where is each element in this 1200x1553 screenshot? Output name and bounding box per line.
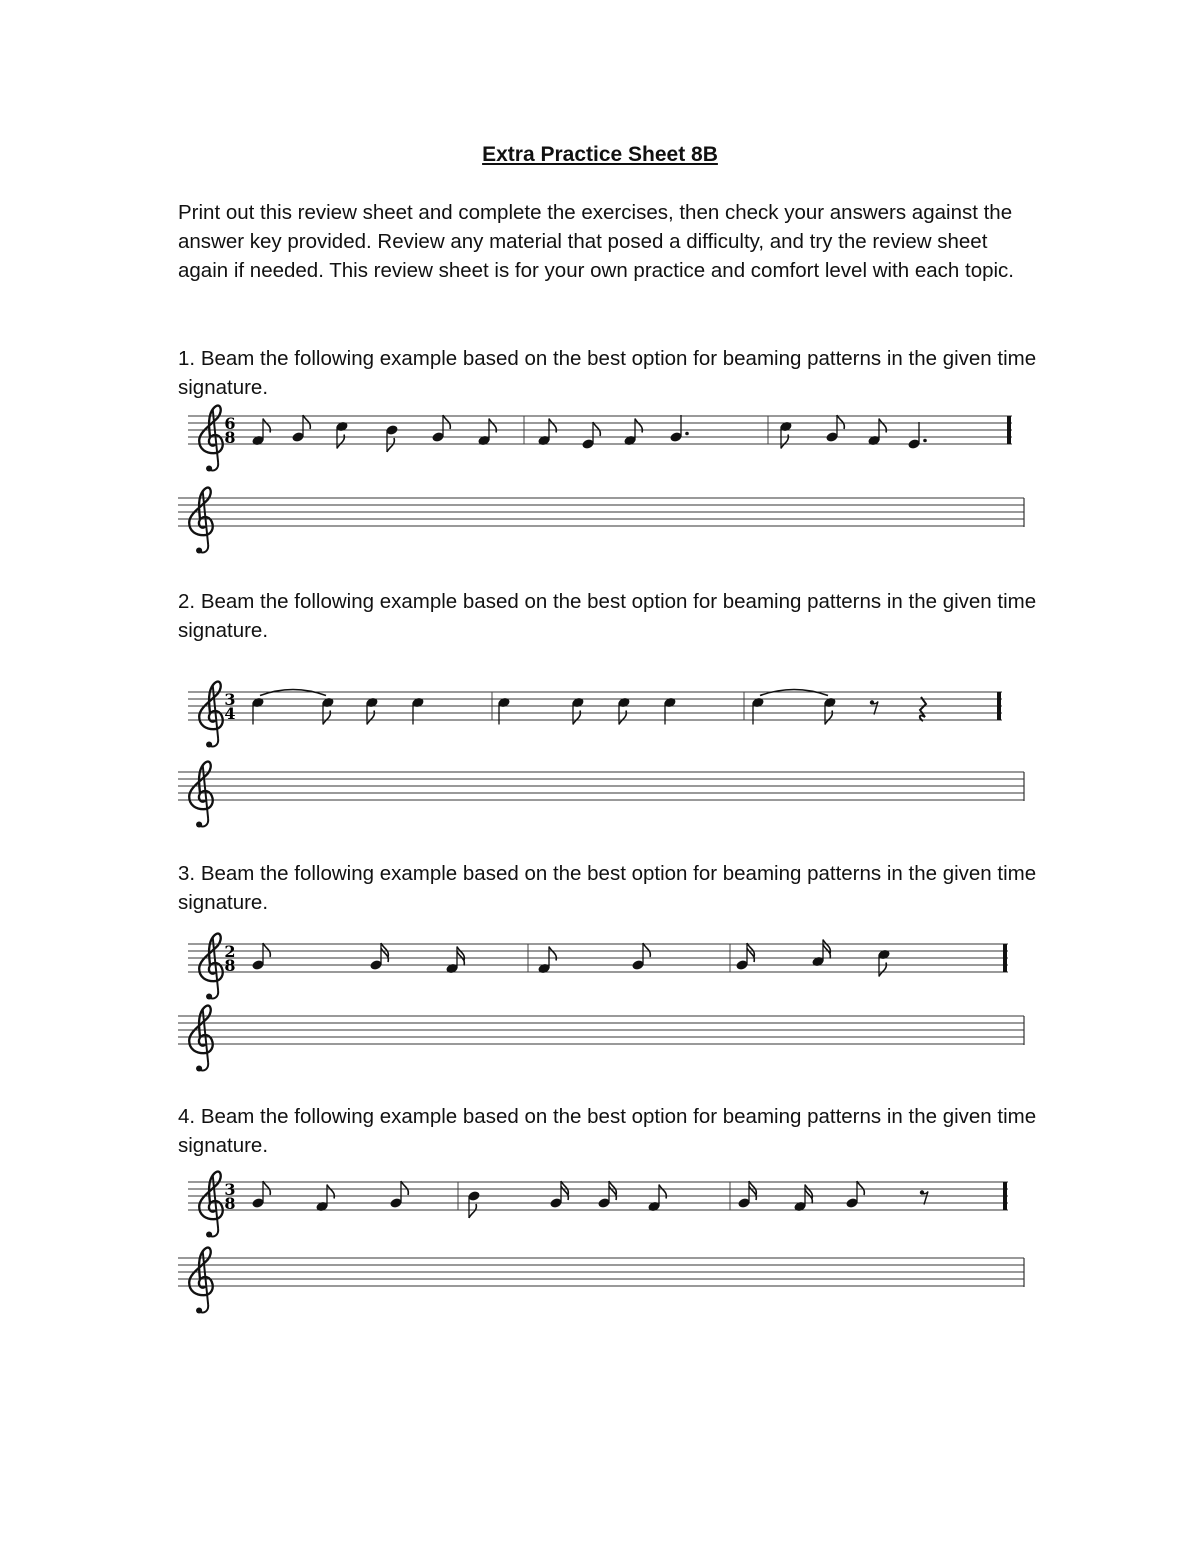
flag xyxy=(263,943,270,957)
sixteenth-note xyxy=(549,1181,568,1209)
treble-clef-icon xyxy=(189,1006,213,1072)
exercise-staff-4 xyxy=(188,1172,1008,1238)
flag xyxy=(263,1181,270,1195)
eighth-note xyxy=(389,1181,408,1209)
flag xyxy=(469,1204,476,1218)
treble-clef-icon xyxy=(199,1172,223,1238)
eighth-note xyxy=(291,415,310,443)
sixteenth-note xyxy=(735,943,754,971)
answer-staff-1 xyxy=(178,488,1024,554)
augmentation-dot xyxy=(685,432,689,436)
augmentation-dot xyxy=(923,439,927,443)
question-text: Beam the following example based on the best option for beaming patterns in the given time signature. xyxy=(178,862,1037,914)
eighth-note xyxy=(825,415,844,443)
eighth-note xyxy=(385,424,398,452)
eighth-note xyxy=(467,1190,480,1218)
eighth-note xyxy=(631,943,650,971)
time-signature-bottom: 4 xyxy=(224,704,236,723)
question-text: Beam the following example based on the best option for beaming patterns in the given time signature. xyxy=(178,590,1037,642)
flag xyxy=(857,1181,864,1195)
quarter-rest xyxy=(920,697,926,721)
flag xyxy=(387,438,394,452)
question-number: 4. xyxy=(178,1105,196,1128)
treble-clef-icon xyxy=(199,682,223,748)
eighth-rest xyxy=(920,1190,928,1204)
eighth-rest xyxy=(870,700,878,714)
dotted-quarter-note xyxy=(669,415,688,443)
time-signature-bottom: 8 xyxy=(224,428,236,447)
dotted-quarter-note xyxy=(907,422,926,450)
flag xyxy=(837,415,844,429)
time-signature-bottom: 8 xyxy=(224,1194,236,1213)
time-signature-top: 3 xyxy=(224,1180,236,1199)
flag xyxy=(443,415,450,429)
time-signature-bottom: 8 xyxy=(224,956,236,975)
answer-staff-3 xyxy=(178,1006,1024,1072)
eighth-note xyxy=(431,415,450,443)
eighth-note xyxy=(581,422,600,450)
exercise-staff-2 xyxy=(188,682,1002,748)
eighth-note xyxy=(251,1181,270,1209)
sixteenth-note xyxy=(597,1181,616,1209)
flag xyxy=(643,943,650,957)
eighth-note xyxy=(251,943,270,971)
treble-clef-icon xyxy=(189,1248,213,1314)
page-title: Extra Practice Sheet 8B xyxy=(482,143,718,166)
question-number: 3. xyxy=(178,862,196,885)
treble-clef-icon xyxy=(189,762,213,828)
sixteenth-note xyxy=(737,1181,756,1209)
treble-clef-icon xyxy=(189,488,213,554)
question-number: 2. xyxy=(178,590,196,613)
treble-clef-icon xyxy=(199,934,223,1000)
exercise-staff-3 xyxy=(188,934,1008,1000)
flag xyxy=(401,1181,408,1195)
answer-staff-2 xyxy=(178,762,1024,828)
time-signature-top: 2 xyxy=(224,942,236,961)
time-signature-top: 3 xyxy=(224,690,236,709)
question-text: Beam the following example based on the best option for beaming patterns in the given time signature. xyxy=(178,347,1037,399)
sixteenth-note xyxy=(369,943,388,971)
question-number: 1. xyxy=(178,347,196,370)
time-signature-top: 6 xyxy=(224,414,236,433)
intro-paragraph: Print out this review sheet and complete the exercises, then check your answers against the answer key provided. Review any material that posed a difficulty, and try the review sheet again if needed. This review sheet is for your own practice and comfort level with each topic. xyxy=(178,201,1014,282)
exercise-staff-1 xyxy=(188,406,1012,472)
answer-staff-4 xyxy=(178,1248,1024,1314)
treble-clef-icon xyxy=(199,406,223,472)
eighth-note xyxy=(845,1181,864,1209)
flag xyxy=(593,422,600,436)
flag xyxy=(303,415,310,429)
question-text: Beam the following example based on the best option for beaming patterns in the given time signature. xyxy=(178,1105,1037,1157)
